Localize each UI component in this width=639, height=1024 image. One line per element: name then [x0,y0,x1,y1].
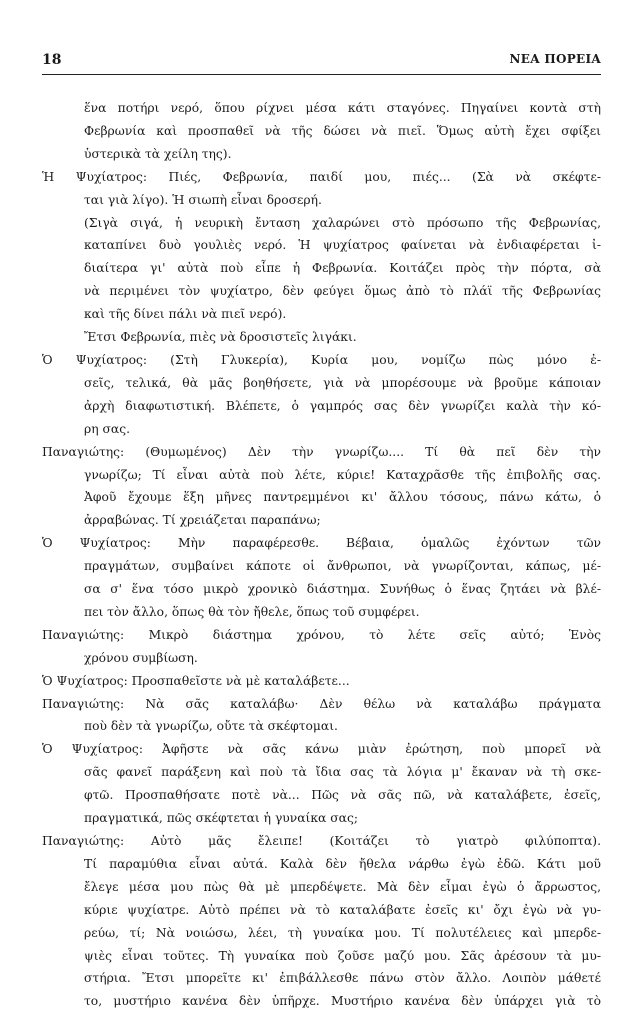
text-line: πει τὸν ἄλλο, ὅπως θὰ τὸν ἤθελε, ὅπως τοῦ συμφέρει. [84,604,420,619]
speaker-line: Ὁ Ψυχίατρος: Προσπαθεῖστε νὰ μὲ καταλάβετε... [42,673,350,688]
speaker-line: Ὁ Ψυχίατρος: (Στὴ Γλυκερία), Κυρία μου, νομίζω πὼς μόνο ἐ- [42,352,601,367]
running-title: ΝΕΑ ΠΟΡΕΙΑ [509,52,601,66]
stage-direction-line: καταπίνει δυὸ γουλιὲς νερό. Ἡ ψυχίατρος φαίνεται νὰ ἐνδιαφέρεται ἰ- [84,238,601,253]
page-number: 18 [42,52,62,68]
text-line: ψιὲς εἶναι τοῦτες. Τὴ γυναίκα ποὺ ζοῦσε μαζύ μου. Σᾶς ἀρέσουν τὰ μυ- [84,948,601,963]
page-header [42,52,601,76]
speaker-line: Ὁ Ψυχίατρος: Ἀφῆστε νὰ σᾶς κάνω μιὰν ἐρώτηση, ποὺ μπορεῖ νὰ [42,742,601,757]
text-line: ἀρχὴ διαφωτιστική. Βλέπετε, ὁ γαμπρός σας δὲν γνωρίζει καλὰ τὴν κό- [84,398,601,413]
text-line: γνωρίζω; Τί εἶναι αὐτὰ ποὺ λέτε, κύριε! Καταχρᾶσθε τῆς ἐπιβολῆς σας. [84,467,601,482]
text-line: το, μυστήριο κανένα δὲν ὑπῆρχε. Μυστήριο κανένα δὲν ὑπάρχει γιὰ τὸ [84,994,601,1009]
text-line: ἔλεγε μέσα μου πὼς θὰ μὲ μπερδέψετε. Μὰ δὲν εἶμαι ἐγὼ ὁ ἄρρωστος, [84,879,601,894]
text-line: ποὺ δὲν τὰ γνωρίζω, οὔτε τὰ σκέφτομαι. [84,719,338,734]
text-line: σεῖς, τελικά, θὰ μᾶς βοηθήσετε, γιὰ νὰ μπορέσουμε νὰ βροῦμε κάποιαν [84,375,601,390]
text-line: Φεβρωνία καὶ προσπαθεῖ νὰ τῆς δώσει νὰ πιεῖ. Ὅμως αὐτὴ ἔχει σφίξει [84,123,601,138]
text-line: ἀρραβώνας. Τί χρειάζεται παραπάνω; [84,513,321,528]
stage-direction-line: (Σιγὰ σιγά, ἡ νευρικὴ ἔνταση χαλαρώνει στὸ πρόσωπο τῆς Φεβρωνίας, [84,215,601,230]
text-line: σα σ' ἕνα τόσο μικρὸ χρονικὸ διάστημα. Συνήθως ὁ ἕνας ζητάει νὰ βλέ- [84,582,601,597]
speaker-line: Παναγιώτης: Αὐτὸ μᾶς ἔλειπε! (Κοιτάζει τὸ γιατρὸ φιλύποπτα). [42,834,601,848]
text-line: σᾶς φανεῖ παράξενη καὶ ποὺ τὰ ἴδια σας τὰ λόγια μ' ἔκαναν νὰ τὴ σκε- [84,765,601,780]
stage-direction-line: διαίτερα γι' αὐτὰ ποὺ εἶπε ἡ Φεβρωνία. Κοιτάζει πρὸς τὴν πόρτα, σὰ [84,261,601,276]
speaker-line: Παναγιώτης: Μικρὸ διάστημα χρόνου, τὸ λέτε σεῖς αὐτό; Ἑνὸς [42,627,601,642]
speaker-line: Παναγιώτης: Νὰ σᾶς καταλάβω· Δὲν θέλω νὰ καταλάβω πράγματα [42,696,601,711]
text-line: Ἀφοῦ ἔχουμε ἕξη μῆνες παντρεμμένοι κι' ἄλλου τόσους, πάνω κάτω, ὁ [84,490,601,505]
text-line: στήρια. Ἔτσι μπορεῖτε κι' ἐπιβάλλεσθε πάνω στὸν ἄλλο. Λοιπὸν μάθετέ [84,971,601,986]
stage-direction-line: νὰ περιμένει τὸν ψυχίατρο, δὲν φεύγει ὅμως ἀπὸ τὸ πλάϊ τῆς Φεβρωνίας [84,284,601,299]
text-line: ται γιὰ λίγο). Ἡ σιωπὴ εἶναι δροσερή. [84,192,322,207]
text-line: Ἔτσι Φεβρωνία, πιὲς νὰ δροσιστεῖς λιγάκι. [84,330,357,345]
body-text [42,97,601,1013]
speaker-line: Παναγιώτης: (Θυμωμένος) Δὲν τὴν γνωρίζω.... Τί θὰ πεῖ δὲν τὴν [42,444,601,459]
text-line: πραγματικά, πῶς σκέφτεται ἡ γυναίκα σας; [84,811,358,826]
text-line: ρη σας. [84,421,130,436]
speaker-line: Ἡ Ψυχίατρος: Πιές, Φεβρωνία, παιδί μου, πιές... (Σὰ νὰ σκέφτε- [42,169,601,184]
text-line: ρεύω, τί; Νὰ νοιώσω, λέει, τὴ γυναίκα μου. Τί πολυτέλειες καὶ μπερδε- [84,925,601,940]
text-line: Τί παραμύθια εἶναι αὐτά. Καλὰ δὲν ἤθελα νάρθω ἐγὼ ἐδῶ. Κάτι μοῦ [84,856,601,871]
text-line: ὑστερικὰ τὰ χείλη της). [84,146,232,161]
text-line: κύριε ψυχίατρε. Αὐτὸ πρέπει νὰ τὸ καταλάβατε ἐσεῖς κι' ὄχι ἐγὼ νὰ γυ- [84,902,601,917]
stage-direction-line: καὶ τῆς δίνει πάλι νὰ πιεῖ νερό). [84,307,287,322]
text-line: φτῶ. Προσπαθήσατε ποτὲ νὰ... Πῶς νὰ σᾶς πῶ, νὰ καταλάβετε, ἐσεῖς, [84,788,601,803]
text-line: χρόνου συμβίωση. [84,650,198,665]
speaker-line: Ὁ Ψυχίατρος: Μὴν παραφέρεσθε. Βέβαια, ὁμαλῶς ἐχόντων τῶν [42,536,601,551]
text-line: ἕνα ποτήρι νερό, ὅπου ρίχνει μέσα κάτι σταγόνες. Πηγαίνει κοντὰ στὴ [84,101,601,115]
text-line: πραγμάτων, συμβαίνει κάποτε οἱ ἄνθρωποι, νὰ γνωρίζονται, κάπως, μέ- [84,559,601,574]
header-rule [42,74,601,75]
